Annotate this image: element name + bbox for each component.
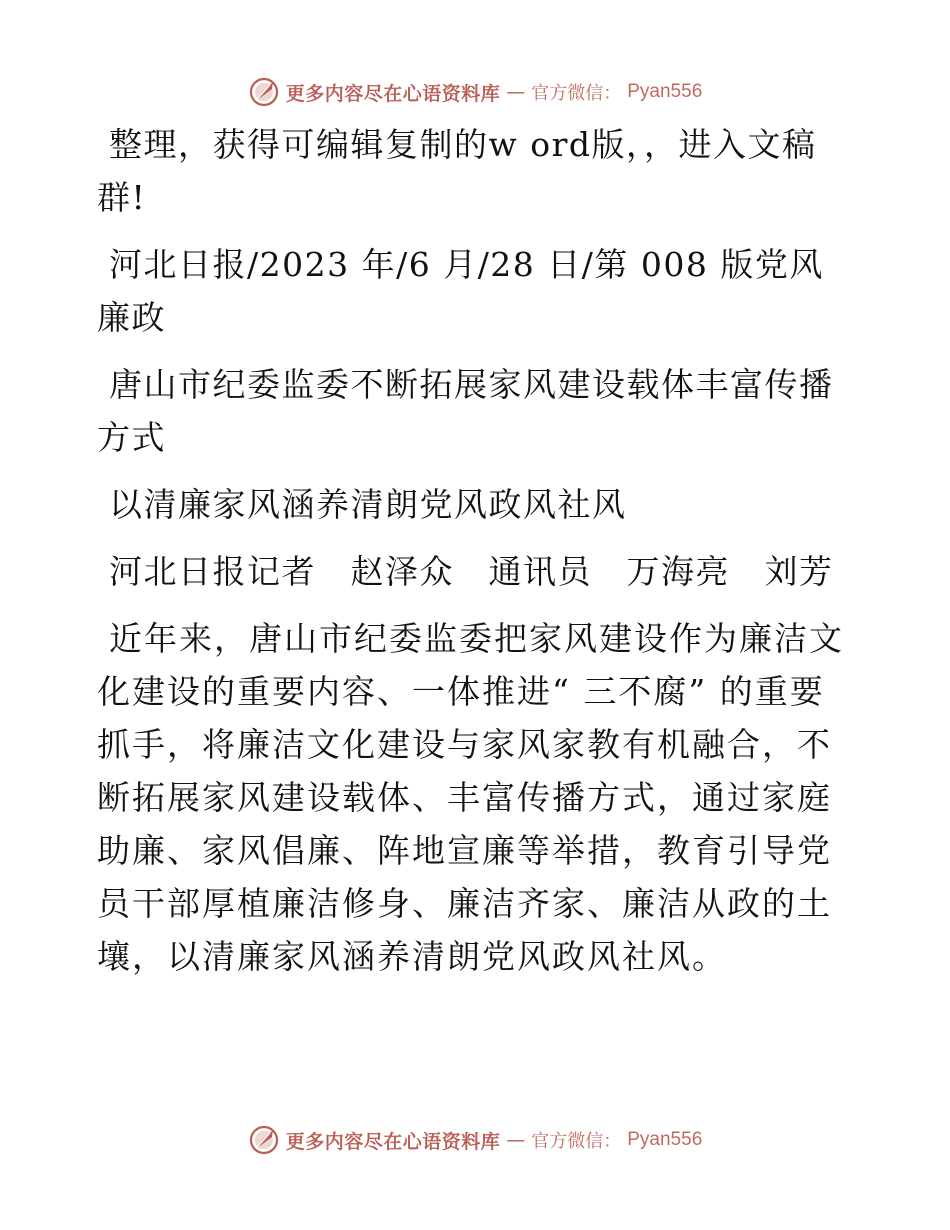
footer-banner-inner <box>248 1124 703 1156</box>
paragraph-subheadline: 以清廉家风涵养清朗党风政风社风 <box>109 485 627 524</box>
header-banner-text: 更多内容尽在心语资料库 <box>285 82 501 105</box>
footer-banner-wechat-id: Pyan556 <box>627 1129 703 1150</box>
document-body <box>97 118 857 997</box>
paragraph-headline: 唐山市纪委监委不断拓展家风建设载体丰富传播方式 <box>97 365 834 457</box>
footer-watermark-banner <box>0 1120 950 1160</box>
header-banner-official: 官方微信： <box>531 83 622 104</box>
footer-banner-dash: — <box>506 1129 526 1151</box>
paragraph-intro: 整理，获得可编辑复制的w ord版，，进入文稿群! <box>97 125 817 217</box>
paragraph-body: 近年来，唐山市纪委监委把家风建设作为廉洁文化建设的重要内容、一体推进“ 三不腐” 的重要抓手，将廉洁文化建设与家风家教有机融合，不断拓展家风建设载体、丰富传播方式，通过家庭助廉、家风倡廉、阵地宣廉等举措，教育引导党员干部厚植廉洁修身、廉洁齐家、廉洁从政的土壤，以清廉家风涵养清朗党风政风社风。 <box>97 619 844 976</box>
paragraph-source: 河北日报/2023 年/6 月/28 日/第 008 版党风廉政 <box>97 245 824 337</box>
quill-pen-logo-icon <box>248 76 280 108</box>
header-watermark-banner <box>0 72 950 112</box>
header-banner-dash: — <box>506 81 526 103</box>
footer-banner-text: 更多内容尽在心语资料库 <box>285 1130 501 1153</box>
footer-banner-official: 官方微信： <box>531 1131 622 1152</box>
header-banner-inner <box>248 76 703 108</box>
header-banner-wechat-id: Pyan556 <box>627 81 703 102</box>
quill-pen-logo-icon <box>248 1124 280 1156</box>
paragraph-byline: 河北日报记者 赵泽众 通讯员 万海亮 刘芳 <box>109 552 834 591</box>
